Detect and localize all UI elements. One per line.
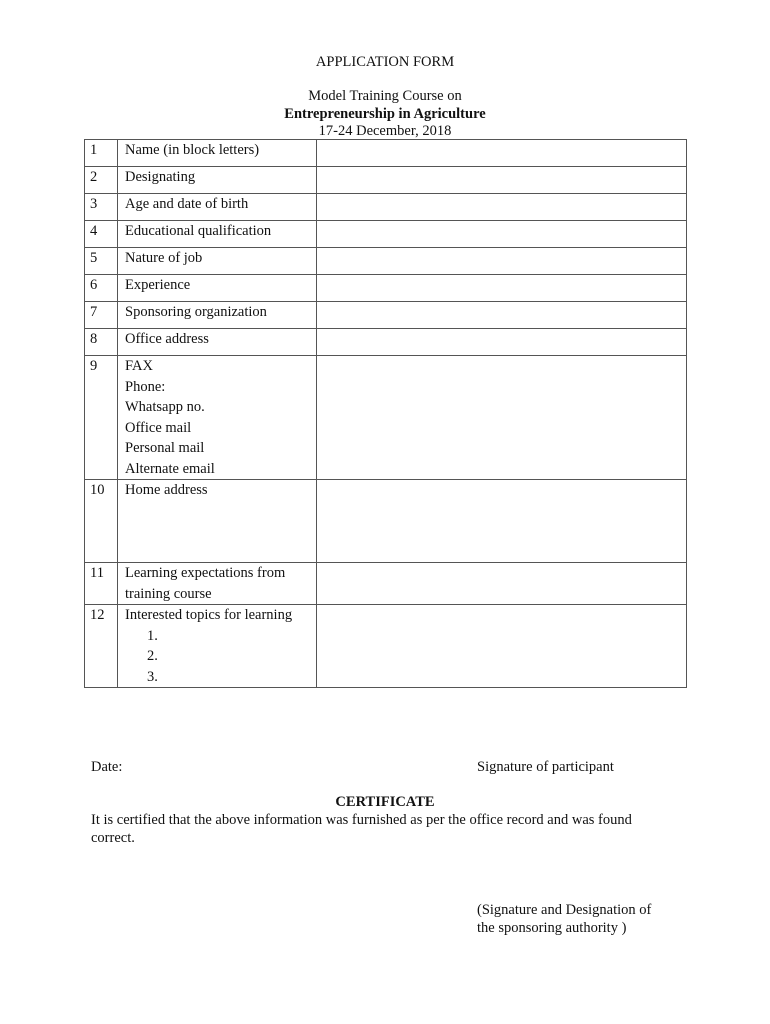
field-label-text: Interested topics for learning: [125, 607, 293, 623]
row-number: 12: [85, 605, 118, 688]
row-number: 1: [85, 140, 118, 167]
date-label: Date:: [91, 759, 123, 775]
field-label-text: Whatsapp no.: [125, 399, 205, 415]
field-label-text: Office mail: [125, 419, 192, 436]
field-label: [118, 221, 317, 248]
learning-expectations-input-cell[interactable]: [317, 563, 687, 605]
table-row: [85, 329, 687, 356]
topic-item-number: 3.: [147, 668, 158, 685]
table-row: [85, 194, 687, 221]
field-label: [118, 563, 317, 605]
row-number: 7: [85, 302, 118, 329]
office-address-input-cell[interactable]: [317, 329, 687, 356]
form-title: APPLICATION FORM: [315, 54, 455, 70]
field-label-text: Age and date of birth: [125, 196, 249, 212]
field-label-text: FAX: [125, 358, 153, 374]
field-label-text: Sponsoring organization: [125, 304, 267, 320]
field-label-text: Designating: [125, 169, 196, 185]
row-number: 11: [85, 563, 118, 605]
field-label: [118, 167, 317, 194]
application-table: [84, 139, 687, 688]
certificate-text: It is certified that the above information was furnished as per the office record and was found: [91, 812, 632, 828]
row-number: 10: [85, 480, 118, 563]
row-number: 9: [85, 356, 118, 480]
row-number: 4: [85, 221, 118, 248]
topics-input-cell[interactable]: [317, 605, 687, 688]
contact-details-input-cell[interactable]: [317, 356, 687, 480]
certificate-text-continued: correct.: [91, 830, 135, 846]
row-number: 5: [85, 248, 118, 275]
table-row: [85, 356, 687, 480]
field-label-text: Learning expectations from: [125, 565, 286, 581]
job-nature-input-cell[interactable]: [317, 248, 687, 275]
field-label-text: Office address: [125, 331, 209, 347]
authority-signature-label: (Signature and Designation of: [477, 902, 652, 918]
row-number: 6: [85, 275, 118, 302]
course-dates: 17-24 December, 2018: [318, 123, 452, 139]
table-row: [85, 167, 687, 194]
topic-item-number: 1.: [147, 627, 158, 644]
field-label-text: Personal mail: [125, 440, 205, 456]
field-label: [118, 275, 317, 302]
name-input-cell[interactable]: [317, 140, 687, 167]
home-address-input-cell[interactable]: [317, 480, 687, 563]
field-label: [118, 329, 317, 356]
table-row: [85, 480, 687, 563]
participant-signature-label: Signature of participant: [477, 759, 614, 775]
field-label-text: Name (in block letters): [125, 142, 260, 158]
field-label: [118, 605, 317, 688]
field-label-text: Home address: [125, 482, 208, 498]
row-number: 2: [85, 167, 118, 194]
field-label: [118, 248, 317, 275]
field-label: [118, 194, 317, 221]
designating-input-cell[interactable]: [317, 167, 687, 194]
sponsoring-org-input-cell[interactable]: [317, 302, 687, 329]
certificate-title: CERTIFICATE: [335, 794, 435, 810]
field-label-text: Educational qualification: [125, 223, 272, 239]
experience-input-cell[interactable]: [317, 275, 687, 302]
topic-item-number: 2.: [147, 648, 158, 664]
table-row: [85, 140, 687, 167]
row-number: 8: [85, 329, 118, 356]
table-row: [85, 605, 687, 688]
field-label-text: Phone:: [125, 378, 166, 395]
table-row: [85, 302, 687, 329]
field-label-text: Experience: [125, 277, 191, 293]
field-label-text: training course: [125, 585, 212, 602]
field-label-text: Nature of job: [125, 250, 203, 266]
age-dob-input-cell[interactable]: [317, 194, 687, 221]
course-line: Model Training Course on: [308, 88, 462, 104]
table-row: [85, 248, 687, 275]
qualification-input-cell[interactable]: [317, 221, 687, 248]
authority-signature-label-continued: the sponsoring authority ): [477, 920, 627, 936]
field-label: [118, 302, 317, 329]
table-row: [85, 221, 687, 248]
field-label-text: Alternate email: [125, 460, 215, 477]
course-topic: Entrepreneurship in Agriculture: [284, 106, 486, 122]
row-number: 3: [85, 194, 118, 221]
table-row: [85, 563, 687, 605]
field-label: [118, 140, 317, 167]
field-label: [118, 480, 317, 563]
table-row: [85, 275, 687, 302]
field-label: [118, 356, 317, 480]
